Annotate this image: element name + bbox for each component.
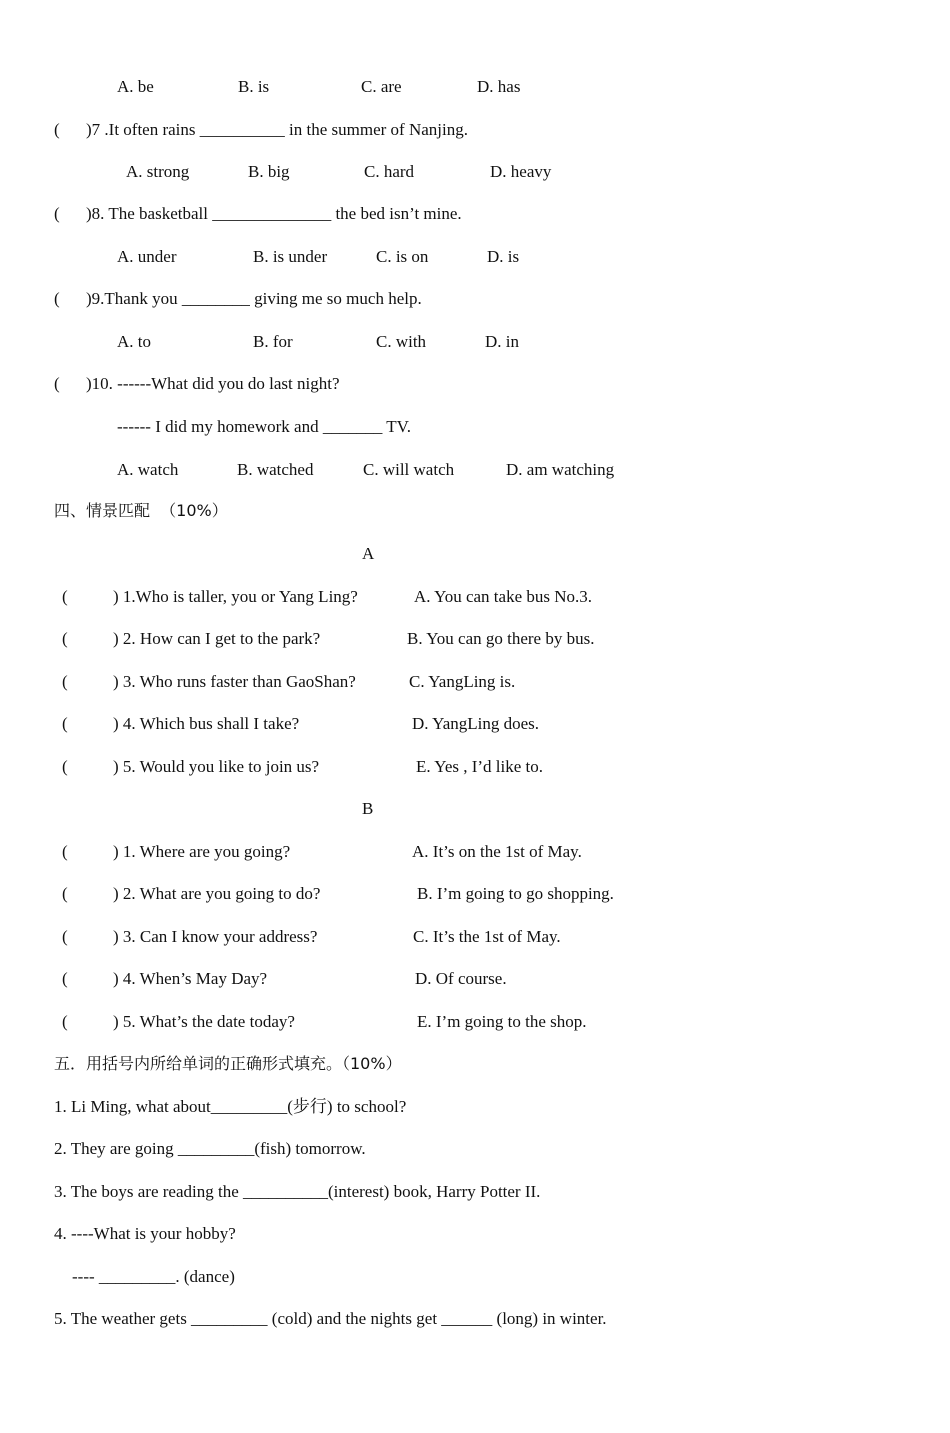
q8-stem: )8. The basketball ______________ the bed isn’t mine. — [86, 204, 462, 223]
match-b2-answer: B. I’m going to go shopping. — [417, 884, 614, 903]
match-a3-paren: ( — [62, 672, 68, 691]
q10-option-b: B. watched — [237, 460, 314, 479]
match-b5-paren: ( — [62, 1012, 68, 1031]
q7-option-a: A. strong — [126, 162, 190, 181]
fill-item-4-answer: ---- _________. (dance) — [72, 1267, 235, 1286]
q8-answer-paren: ( — [54, 204, 60, 223]
match-b1-answer: A. It’s on the 1st of May. — [412, 842, 582, 861]
match-b2-question: ) 2. What are you going to do? — [113, 884, 321, 903]
q9-option-c: C. with — [376, 332, 427, 351]
match-a3-answer: C. YangLing is. — [409, 672, 516, 691]
q7-option-d: D. heavy — [490, 162, 552, 181]
q10-option-a: A. watch — [117, 460, 179, 479]
match-b5-question: ) 5. What’s the date today? — [113, 1012, 295, 1031]
match-a5-question: ) 5. Would you like to join us? — [113, 757, 320, 776]
match-a1-paren: ( — [62, 587, 68, 606]
q8-option-b: B. is under — [253, 247, 328, 266]
match-a4-question: ) 4. Which bus shall I take? — [113, 714, 300, 733]
match-a1-question: ) 1.Who is taller, you or Yang Ling? — [113, 587, 358, 606]
q7-option-c: C. hard — [364, 162, 415, 181]
fill-item-3: 3. The boys are reading the __________(interest) book, Harry Potter II. — [54, 1182, 541, 1201]
fill-item-1: 1. Li Ming, what about_________(步行) to school? — [54, 1097, 407, 1116]
match-b3-question: ) 3. Can I know your address? — [113, 927, 318, 946]
match-a2-answer: B. You can go there by bus. — [407, 629, 595, 648]
match-a3-question: ) 3. Who runs faster than GaoShan? — [113, 672, 356, 691]
q6-option-a: A. be — [117, 77, 154, 96]
q8-option-c: C. is on — [376, 247, 429, 266]
match-a5-paren: ( — [62, 757, 68, 776]
fill-item-4-question: 4. ----What is your hobby? — [54, 1224, 236, 1243]
q6-option-c: C. are — [361, 77, 402, 96]
fill-item-5: 5. The weather gets _________ (cold) and the nights get ______ (long) in winter. — [54, 1309, 607, 1328]
q7-option-b: B. big — [248, 162, 290, 181]
q9-option-b: B. for — [253, 332, 293, 351]
match-b3-paren: ( — [62, 927, 68, 946]
q9-stem: )9.Thank you ________ giving me so much help. — [86, 289, 422, 308]
q10-option-c: C. will watch — [363, 460, 455, 479]
match-a1-answer: A. You can take bus No.3. — [414, 587, 593, 606]
match-a2-question: ) 2. How can I get to the park? — [113, 629, 321, 648]
section5-title: 五．用括号内所给单词的正确形式填充。（10%） — [54, 1054, 402, 1073]
section4-part-a-label: A — [362, 544, 375, 563]
q9-answer-paren: ( — [54, 289, 60, 308]
match-b2-paren: ( — [62, 884, 68, 903]
q7-stem: )7 .It often rains __________ in the summer of Nanjing. — [86, 120, 468, 139]
match-a2-paren: ( — [62, 629, 68, 648]
q8-option-a: A. under — [117, 247, 177, 266]
q9-option-d: D. in — [485, 332, 519, 351]
q10-stem: )10. ------What did you do last night? — [86, 374, 340, 393]
q10-answer-paren: ( — [54, 374, 60, 393]
match-b3-answer: C. It’s the 1st of May. — [413, 927, 561, 946]
match-b4-paren: ( — [62, 969, 68, 988]
q10-option-d: D. am watching — [506, 460, 615, 479]
match-b4-answer: D. Of course. — [415, 969, 507, 988]
match-a4-answer: D. YangLing does. — [412, 714, 540, 733]
q9-option-a: A. to — [117, 332, 151, 351]
match-a5-answer: E. Yes , I’d like to. — [416, 757, 544, 776]
match-b5-answer: E. I’m going to the shop. — [417, 1012, 587, 1031]
section4-title: 四、情景匹配 （10%） — [54, 501, 228, 520]
q8-option-d: D. is — [487, 247, 520, 266]
match-b1-paren: ( — [62, 842, 68, 861]
q6-option-d: D. has — [477, 77, 521, 96]
fill-item-2: 2. They are going _________(fish) tomorrow. — [54, 1139, 366, 1158]
match-a4-paren: ( — [62, 714, 68, 733]
match-b4-question: ) 4. When’s May Day? — [113, 969, 268, 988]
q6-option-b: B. is — [238, 77, 270, 96]
section4-part-b-label: B — [362, 799, 374, 818]
q7-answer-paren: ( — [54, 120, 60, 139]
q10-reply-line: ------ I did my homework and _______ TV. — [117, 417, 411, 436]
match-b1-question: ) 1. Where are you going? — [113, 842, 291, 861]
